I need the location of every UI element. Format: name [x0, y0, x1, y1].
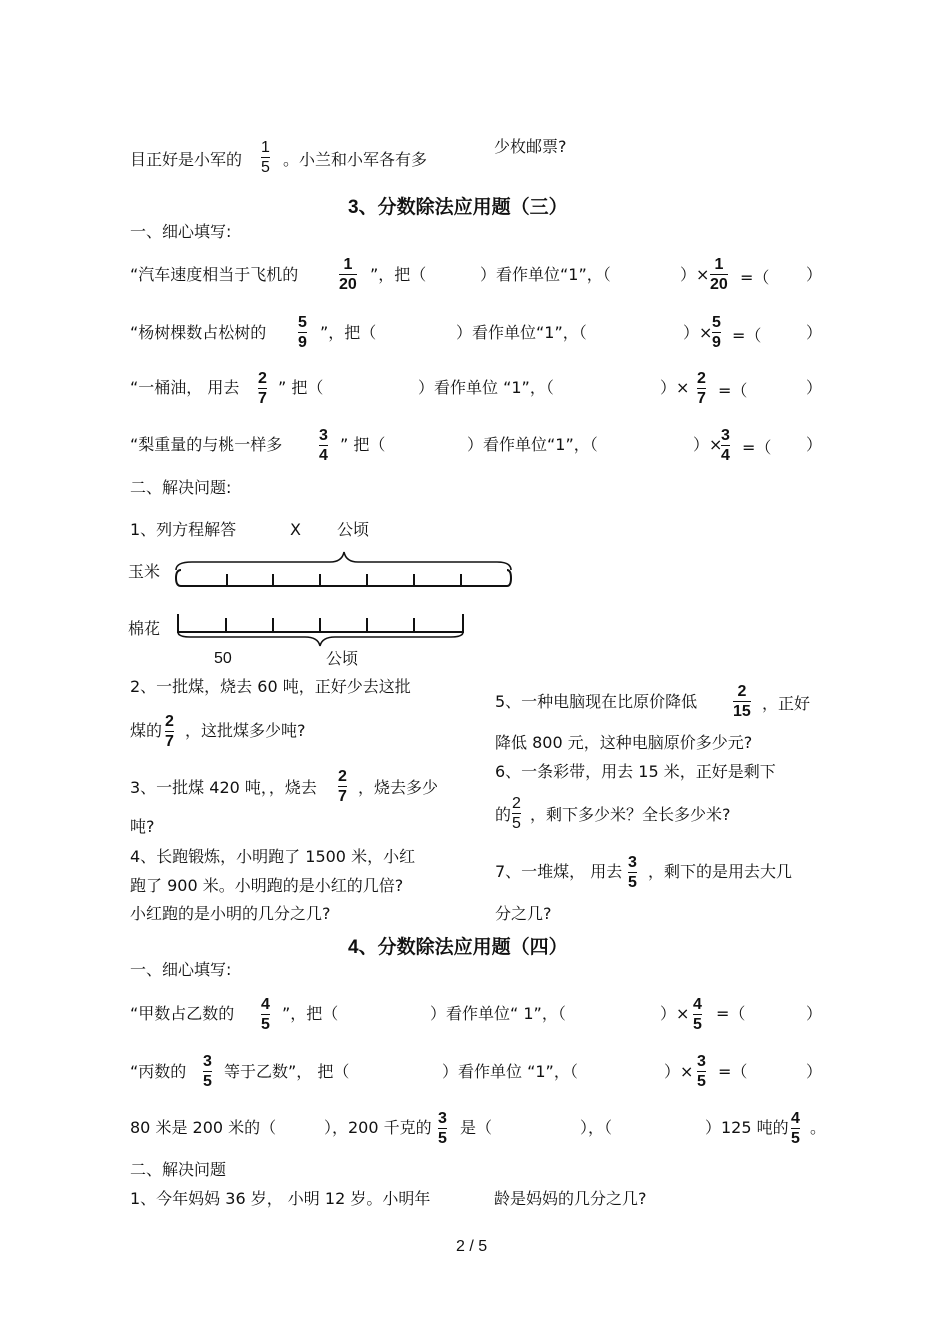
fraction: 2 7 — [338, 768, 347, 805]
s4-row-3-c: 是（ — [460, 1118, 493, 1137]
fill-row-4-eq: =（ — [742, 438, 772, 457]
section-3-title: 3、分数除法应用题（三） — [348, 196, 568, 218]
question-1-x: X — [290, 520, 301, 539]
diagram-label-corn: 玉米 — [128, 562, 161, 581]
s4-row-3-e: ）125 吨的 — [705, 1118, 789, 1137]
fill-title: 一、细心填写: — [130, 222, 232, 241]
s4-fill-row-2-end: ） — [806, 1062, 823, 1081]
fraction: 1 20 — [710, 256, 728, 293]
s4-fill-row-1-b2: ）× — [660, 1004, 690, 1023]
diagram-label-cotton: 棉花 — [128, 619, 161, 638]
fill-row-3-eq: =（ — [718, 381, 748, 400]
question-5-line-1b: ，正好 — [762, 694, 811, 713]
fill-row-2-quote: “杨树棵数占松树的 — [130, 323, 267, 342]
s4-fill-row-2-close: 等于乙数”， 把（ — [224, 1062, 350, 1081]
question-2-line-2b: ，这批煤多少吨? — [185, 721, 306, 740]
fraction: 5 9 — [712, 314, 721, 351]
fraction: 3 5 — [697, 1053, 706, 1090]
fill-row-4-b1: ）看作单位“1”，（ — [467, 435, 598, 454]
fraction: 3 5 — [438, 1110, 447, 1147]
fill-row-2-close: ”，把（ — [320, 323, 377, 342]
fill-row-1-end: ） — [806, 265, 823, 284]
top-left-text: 目正好是小军的 — [130, 150, 243, 169]
question-6-line-2a: 的 — [495, 805, 512, 824]
fraction: 2 15 — [733, 683, 751, 720]
question-3-line-2: 吨? — [130, 817, 155, 836]
fill-row-3-end: ） — [806, 378, 823, 397]
question-7-line-2: 分之几? — [495, 904, 552, 923]
s4-question-1a: 1、今年妈妈 36 岁， 小明 12 岁。小明年 — [130, 1189, 431, 1208]
fraction: 5 9 — [298, 314, 307, 351]
fill-row-1-eq: =（ — [740, 268, 770, 287]
question-6-line-1: 6、一条彩带，用去 15 米，正好是剩下 — [495, 762, 776, 781]
fill-row-4-b2: ）× — [693, 435, 723, 454]
question-7-line-1b: ，剩下的是用去大几 — [648, 862, 793, 881]
s4-fill-row-2-eq: =（ — [718, 1062, 748, 1081]
fill-row-1-b1: ）看作单位“1”，（ — [480, 265, 611, 284]
top-mid-text: 。小兰和小军各有多 — [283, 150, 428, 169]
diagram-bottom-num: 50 — [214, 650, 232, 667]
fill-row-3-close: ” 把（ — [278, 378, 324, 397]
fraction: 3 4 — [319, 427, 328, 464]
solve-title: 二、解决问题: — [130, 478, 232, 497]
fraction: 2 7 — [697, 370, 706, 407]
fill-row-2-eq: =（ — [732, 326, 762, 345]
fill-row-3-b1: ）看作单位 “1”，（ — [418, 378, 554, 397]
s4-fill-row-2-b2: ）× — [664, 1062, 694, 1081]
question-4-line-1: 4、长跑锻炼，小明跑了 1500 米，小红 — [130, 847, 416, 866]
fraction: 2 7 — [258, 370, 267, 407]
s4-row-3-d: ），（ — [580, 1118, 613, 1137]
question-3-line-1b: ，烧去多少 — [358, 778, 439, 797]
s4-fill-row-1-b1: ）看作单位“ 1”，（ — [430, 1004, 566, 1023]
section-4-title: 4、分数除法应用题（四） — [348, 936, 568, 958]
s4-fill-row-1-eq: =（ — [716, 1004, 746, 1023]
page-number: 2 / 5 — [456, 1238, 488, 1255]
question-5-line-1a: 5、一种电脑现在比原价降低 — [495, 692, 698, 711]
s4-row-3-a: 80 米是 200 米的（ — [130, 1118, 277, 1137]
s4-fill-row-2-quote: “丙数的 — [130, 1062, 187, 1081]
fraction: 1 20 — [339, 256, 357, 293]
fraction: 4 5 — [261, 996, 270, 1033]
question-5-line-2: 降低 800 元，这种电脑原价多少元? — [495, 733, 753, 752]
diagram-bottom-unit: 公顷 — [326, 649, 359, 668]
question-4-line-3: 小红跑的是小明的几分之几? — [130, 904, 331, 923]
s4-fill-row-1-quote: “甲数占乙数的 — [130, 1004, 235, 1023]
fraction: 3 5 — [203, 1053, 212, 1090]
s4-row-3-f: 。 — [810, 1118, 827, 1137]
fraction: 2 5 — [512, 795, 521, 832]
fraction: 4 5 — [791, 1110, 800, 1147]
question-3-line-1a: 3、一批煤 420 吨，，烧去 — [130, 778, 317, 797]
fill-row-1-quote: “汽车速度相当于飞机的 — [130, 265, 299, 284]
s4-fill-row-1-end: ） — [806, 1004, 823, 1023]
top-right-text: 少枚邮票? — [494, 137, 567, 156]
s4-fill-row-2-b1: ）看作单位 “1”，（ — [442, 1062, 578, 1081]
s4-row-3-b: ），200 千克的 — [324, 1118, 432, 1137]
fill-row-2-b2: ）× — [683, 323, 713, 342]
solve-title: 二、解决问题 — [130, 1160, 227, 1179]
question-2-line-1: 2、一批煤，烧去 60 吨，正好少去这批 — [130, 677, 411, 696]
s4-question-1b: 龄是妈妈的几分之几? — [494, 1189, 647, 1208]
fill-row-3-quote: “一桶油， 用去 — [130, 378, 240, 397]
fill-row-4-quote: “梨重量的与桃一样多 — [130, 435, 283, 454]
fill-row-4-close: ” 把（ — [340, 435, 386, 454]
fraction: 3 4 — [721, 427, 730, 464]
question-7-line-1a: 7、一堆煤， 用去 — [495, 862, 623, 881]
fraction: 1 5 — [261, 139, 270, 176]
question-6-line-2b: ，剩下多少米？全长多少米? — [530, 805, 731, 824]
fraction: 3 5 — [628, 854, 637, 891]
fraction: 4 5 — [693, 996, 702, 1033]
fill-row-3-b2: ）× — [660, 378, 690, 397]
fraction: 2 7 — [165, 713, 174, 750]
question-4-line-2: 跑了 900 米。小明跑的是小红的几倍? — [130, 876, 404, 895]
s4-fill-row-1-close: ”，把（ — [282, 1004, 339, 1023]
fill-row-2-b1: ）看作单位“1”，（ — [456, 323, 587, 342]
question-1-unit: 公顷 — [337, 520, 370, 539]
fill-title: 一、细心填写: — [130, 960, 232, 979]
fill-row-1-b2: ）× — [680, 265, 710, 284]
question-2-line-2a: 煤的 — [130, 721, 163, 740]
question-1: 1、列方程解答 — [130, 520, 237, 539]
fill-row-2-end: ） — [806, 323, 823, 342]
fill-row-4-end: ） — [806, 435, 823, 454]
fill-row-1-close: ”，把（ — [370, 265, 427, 284]
